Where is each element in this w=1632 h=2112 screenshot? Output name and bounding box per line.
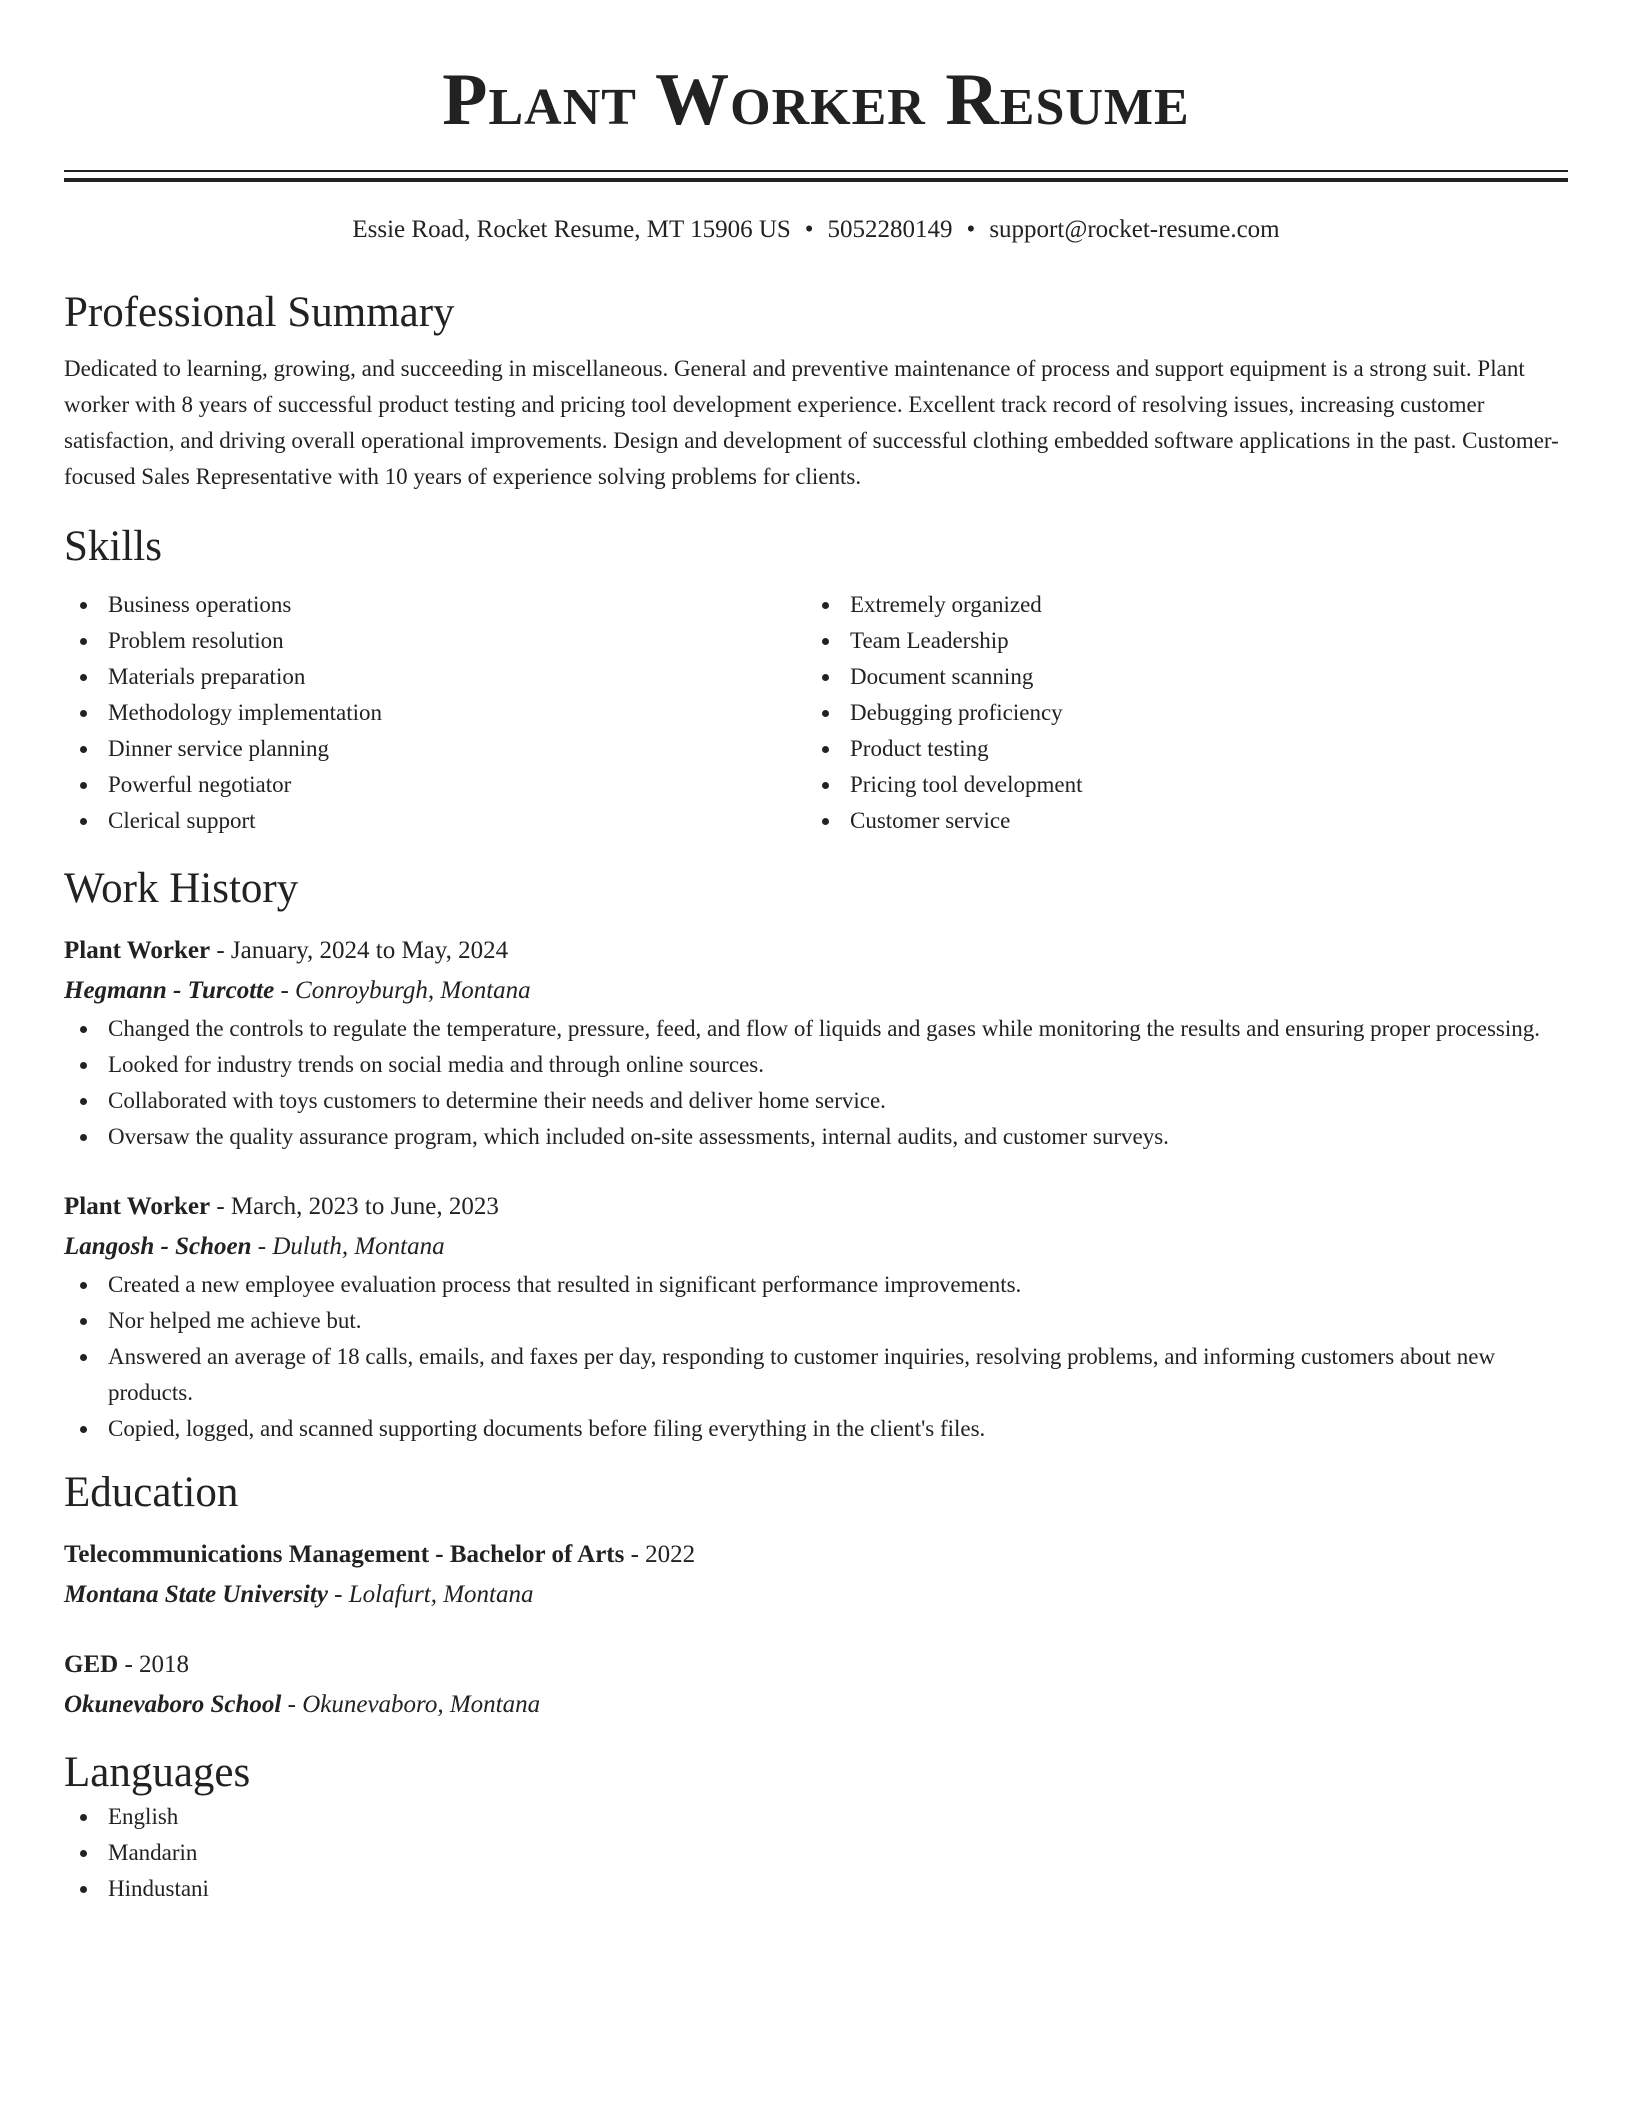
job-duty: Answered an average of 18 calls, emails, and faxes per day, responding to customer inquiries, resolving problems, and informing customers about new products. (64, 1339, 1568, 1411)
education-location: - Lolafurt, Montana (327, 1581, 534, 1608)
education-degree: GED (64, 1651, 119, 1678)
contact-address: Essie Road, Rocket Resume, MT 15906 US (352, 216, 791, 243)
job-duty: Oversaw the quality assurance program, which included on-site assessments, internal audits, and customer surveys. (64, 1119, 1568, 1155)
job-entry (64, 931, 1568, 1155)
job-dates: - March, 2023 to June, 2023 (210, 1193, 499, 1220)
work-history-heading: Work History (64, 865, 299, 912)
title-divider-thick (64, 178, 1568, 182)
job-duty: Nor helped me achieve but. (64, 1303, 1568, 1339)
job-location: - Duluth, Montana (251, 1233, 445, 1260)
contact-phone: 5052280149 (827, 216, 953, 243)
job-location: - Conroyburgh, Montana (274, 977, 531, 1004)
skill-item: Powerful negotiator (64, 767, 806, 803)
languages-heading: Languages (64, 1749, 251, 1796)
job-company: Hegmann - Turcotte (64, 977, 275, 1004)
skill-item: Clerical support (64, 803, 806, 839)
skill-item: Debugging proficiency (806, 695, 1548, 731)
job-entry (64, 1187, 1568, 1447)
job-duties-list (64, 1267, 1568, 1447)
summary-heading: Professional Summary (64, 289, 455, 336)
job-role: Plant Worker (64, 937, 211, 964)
education-year: - 2018 (118, 1651, 190, 1678)
contact-separator: • (966, 216, 976, 243)
contact-line (64, 215, 1568, 245)
job-duty: Created a new employee evaluation process that resulted in significant performance improvements. (64, 1267, 1568, 1303)
skill-item: Product testing (806, 731, 1548, 767)
education-school-line (64, 1575, 1568, 1615)
job-company-line (64, 1227, 1568, 1267)
title-divider-thin (64, 170, 1568, 172)
contact-email: support@rocket-resume.com (989, 216, 1280, 243)
education-entry (64, 1645, 1568, 1725)
language-item: English (64, 1799, 1568, 1835)
job-header (64, 931, 1568, 971)
summary-text: Dedicated to learning, growing, and succeeding in miscellaneous. General and preventive maintenance of process and support equipment is a strong suit. Plant worker with 8 years of successful product testing and pricing tool development experience. Excellent track record of resolving issues, increasing customer satisfaction, and driving overall operational improvements. Design and development of successful clothing embedded software applications in the past. Customer-focused Sales Representative with 10 years of experience solving problems for clients. (64, 356, 1559, 489)
skills-list-left (64, 587, 806, 839)
job-company: Langosh - Schoen (64, 1233, 252, 1260)
skill-item: Methodology implementation (64, 695, 806, 731)
skill-item: Customer service (806, 803, 1548, 839)
job-role: Plant Worker (64, 1193, 211, 1220)
contact-separator: • (804, 216, 814, 243)
education-entry (64, 1535, 1568, 1615)
job-dates: - January, 2024 to May, 2024 (210, 937, 509, 964)
skill-item: Dinner service planning (64, 731, 806, 767)
skill-item: Team Leadership (806, 623, 1548, 659)
education-location: - Okunevaboro, Montana (281, 1691, 541, 1718)
job-company-line (64, 971, 1568, 1011)
education-heading: Education (64, 1469, 239, 1516)
education-school: Montana State University (64, 1581, 328, 1608)
skills-list-right (806, 587, 1548, 839)
skill-item: Materials preparation (64, 659, 806, 695)
skill-item: Extremely organized (806, 587, 1548, 623)
education-header (64, 1535, 1568, 1575)
job-duty: Collaborated with toys customers to determine their needs and deliver home service. (64, 1083, 1568, 1119)
skill-item: Problem resolution (64, 623, 806, 659)
skills-columns (64, 587, 1568, 839)
job-duty: Copied, logged, and scanned supporting documents before filing everything in the client's files. (64, 1411, 1568, 1447)
education-degree: Telecommunications Management - Bachelor of Arts (64, 1541, 625, 1568)
resume-title: Plant Worker Resume (442, 59, 1190, 141)
skill-item: Document scanning (806, 659, 1548, 695)
skill-item: Business operations (64, 587, 806, 623)
job-duty: Changed the controls to regulate the temperature, pressure, feed, and flow of liquids and gases while monitoring the results and ensuring proper processing. (64, 1011, 1568, 1047)
language-item: Hindustani (64, 1871, 1568, 1907)
education-school-line (64, 1685, 1568, 1725)
education-header (64, 1645, 1568, 1685)
job-header (64, 1187, 1568, 1227)
job-duty: Looked for industry trends on social media and through online sources. (64, 1047, 1568, 1083)
education-school: Okunevaboro School (64, 1691, 282, 1718)
language-item: Mandarin (64, 1835, 1568, 1871)
languages-list (64, 1799, 1568, 1907)
skills-heading: Skills (64, 523, 162, 570)
skill-item: Pricing tool development (806, 767, 1548, 803)
education-year: - 2022 (624, 1541, 696, 1568)
job-duties-list (64, 1011, 1568, 1155)
